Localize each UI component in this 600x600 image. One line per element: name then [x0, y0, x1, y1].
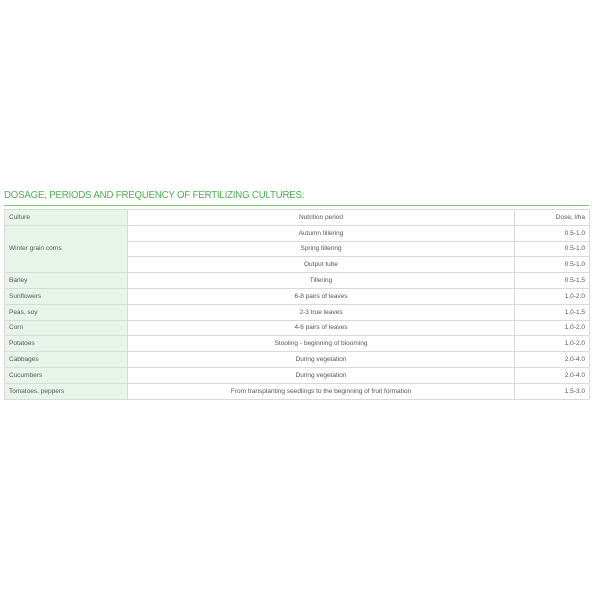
- header-nutrition-period: Nutrition period: [128, 210, 515, 226]
- dose-cell: 0.5-1.5: [515, 273, 590, 289]
- dose-cell: 0.5-1.0: [515, 257, 590, 273]
- header-culture: Culture: [5, 210, 128, 226]
- table-row: [5, 367, 590, 383]
- table-row: [5, 288, 590, 304]
- period-cell: During vegetation: [128, 367, 515, 383]
- culture-cell: Cucumbers: [5, 367, 128, 383]
- period-cell: Output tube: [128, 257, 515, 273]
- table-row: [5, 352, 590, 368]
- period-cell: Stooling - beginning of blooming: [128, 336, 515, 352]
- table-row: [5, 383, 590, 399]
- title-underline: [4, 205, 589, 206]
- dose-cell: 1.0-1.5: [515, 304, 590, 320]
- dose-cell: 0.5-1.0: [515, 225, 590, 241]
- culture-cell: Peas, soy: [5, 304, 128, 320]
- period-cell: Tillering: [128, 273, 515, 289]
- dose-cell: 2.0-4.0: [515, 352, 590, 368]
- culture-cell: Tomatoes, peppers: [5, 383, 128, 399]
- culture-cell: Winter grain corns: [5, 225, 128, 272]
- period-cell: 2-3 true leaves: [128, 304, 515, 320]
- table-row: [5, 336, 590, 352]
- table-row: [5, 320, 590, 336]
- table-row: [5, 225, 590, 241]
- table-row: [5, 273, 590, 289]
- culture-cell: Sunflowers: [5, 288, 128, 304]
- header-dose: Dose, l/ha: [515, 210, 590, 226]
- period-cell: 6-8 pairs of leaves: [128, 288, 515, 304]
- culture-cell: Potatoes: [5, 336, 128, 352]
- dose-cell: 1.0-2.0: [515, 288, 590, 304]
- section-title: DOSAGE, PERIODS AND FREQUENCY OF FERTILIZING CULTURES:: [4, 189, 305, 201]
- period-cell: Autumn tillering: [128, 225, 515, 241]
- period-cell: From transplanting seedlings to the beginning of fruit formation: [128, 383, 515, 399]
- table-header-row: [5, 210, 590, 226]
- period-cell: During vegetation: [128, 352, 515, 368]
- dose-cell: 1.0-2.0: [515, 336, 590, 352]
- culture-cell: Barley: [5, 273, 128, 289]
- period-cell: Spring tillering: [128, 241, 515, 257]
- dose-cell: 1.5-3.0: [515, 383, 590, 399]
- dose-cell: 2.0-4.0: [515, 367, 590, 383]
- dose-cell: 1.0-2.0: [515, 320, 590, 336]
- culture-cell: Corn: [5, 320, 128, 336]
- fertilizing-table: [4, 209, 590, 400]
- fertilizing-section: [4, 188, 589, 400]
- dose-cell: 0.5-1.0: [515, 241, 590, 257]
- culture-cell: Cabbages: [5, 352, 128, 368]
- table-row: [5, 304, 590, 320]
- period-cell: 4-6 pairs of leaves: [128, 320, 515, 336]
